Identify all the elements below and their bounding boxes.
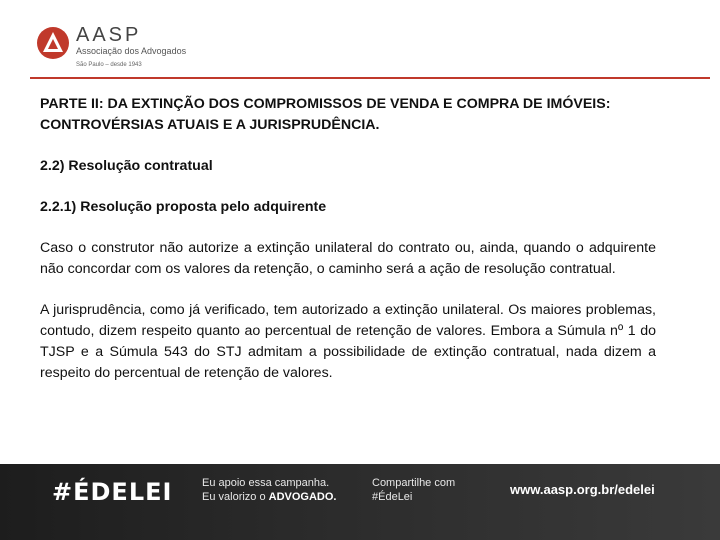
campaign-text <box>202 476 337 504</box>
campaign-line: Eu apoio essa campanha. <box>202 477 330 489</box>
subsection-title: 2.2.1) Resolução proposta pelo adquirente <box>40 199 327 215</box>
brand-since: São Paulo – desde 1943 <box>76 62 142 68</box>
brand-name: AASP <box>76 24 142 46</box>
campaign-hashtag: #ÉDELEI <box>52 478 173 506</box>
brand-subtitle: Associação dos Advogados <box>76 46 187 56</box>
paragraph: A jurisprudência, como já verificado, tem autorizado a extinção unilateral. Os maiores problemas, contudo, dizem respeito quanto ao percentual de retenção de valores. Embora a Súmula nº 1 do TJSP e a Súmula 543 do STJ admitam a possibilidade de extinção contratual, nada dizem a respeito do percentual de retenção de valores. <box>40 302 656 381</box>
share-text <box>372 476 455 504</box>
share-line: Compartilhe com <box>372 477 456 489</box>
header-divider <box>30 77 710 79</box>
campaign-line <box>202 490 337 504</box>
slide-content <box>40 94 656 404</box>
campaign-line-text: Eu valorizo o <box>202 491 269 503</box>
campaign-url[interactable]: www.aasp.org.br/edelei <box>510 482 655 497</box>
section-title: 2.2) Resolução contratual <box>40 158 213 174</box>
part-title: PARTE II: DA EXTINÇÃO DOS COMPROMISSOS DE VENDA E COMPRA DE IMÓVEIS: CONTROVÉRSIAS ATUAIS E A JURISPRUDÊNCIA. <box>40 96 611 133</box>
aasp-logo-icon <box>36 26 70 60</box>
campaign-line-strong: ADVOGADO. <box>268 491 337 503</box>
slide-header <box>0 0 720 80</box>
campaign-banner <box>0 464 720 540</box>
paragraph: Caso o construtor não autorize a extinção unilateral do contrato ou, ainda, quando o adquirente não concordar com os valores da retenção, o caminho será a ação de resolução contratual. <box>40 240 656 277</box>
share-hashtag: #ÉdeLei <box>372 491 413 503</box>
